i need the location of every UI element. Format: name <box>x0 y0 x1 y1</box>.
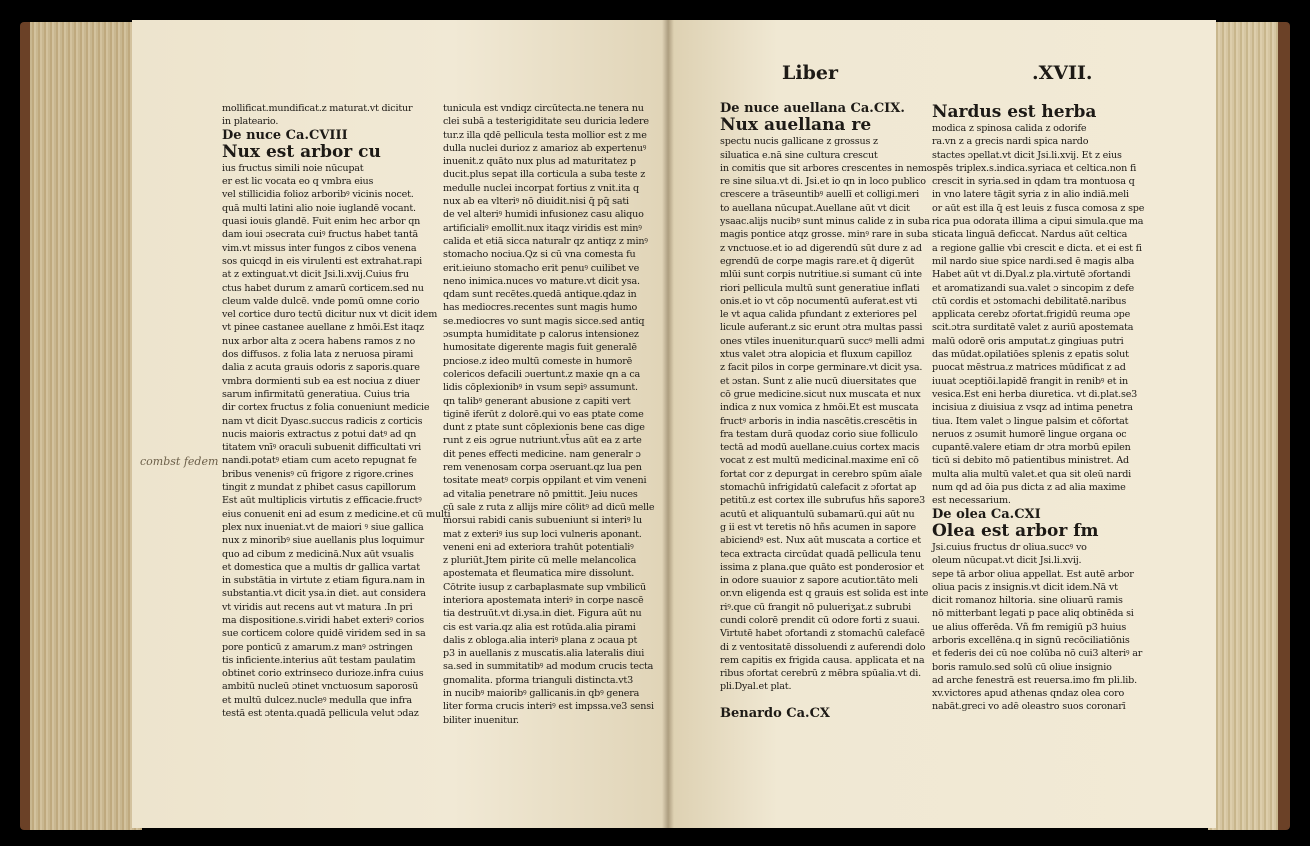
text-line: riori pellicula multū sunt generatiue inflati <box>720 282 920 294</box>
text-line: vim.vt missus inter fungos z cibos venena <box>222 242 417 254</box>
text-line: di z ventositatē dissoluendi z auferendi dolo <box>720 641 926 653</box>
text-line: egrendū de corpe magis rare.et q̄ digerūt <box>720 255 915 267</box>
text-line: qn talibꝰ generant abusione z capiti vert <box>443 395 631 407</box>
text-line: in odore suauior z sapore acutior.tāto meli <box>720 575 918 587</box>
text-line: licule auferant.z sic erunt ɔtra multas passi <box>720 322 923 334</box>
text-line: acutū et aliquantulū subamarū.qui aūt nu <box>720 508 915 520</box>
text-line: et ɔstan. Sunt z alie nucū diuersitates que <box>720 375 917 387</box>
text-line: quo ad cibum z medicinā.Nux aūt vsualis <box>222 548 414 560</box>
text-line: est necessarium. <box>932 495 1011 507</box>
text-line: ribus ɔfortat cerebrū z mēbra spūalia.vt di. <box>720 668 922 680</box>
text-line: nabāt.greci vo adē oleastro suos coronarī <box>932 701 1126 713</box>
text-line: has mediocres.recentes sunt magis humo <box>443 302 638 314</box>
text-line: tingit z mundat z phibet casus capillorum <box>222 482 416 494</box>
text-line: num qd ad ōia pus dicta z ad alia maxime <box>932 482 1126 494</box>
text-line: tunicula est vndiqz circūtecta.ne tenera nu <box>443 103 644 114</box>
text-line: nux arbor alta z ɔcera habens ramos z no <box>222 335 416 347</box>
text-line: sa.sed in summitatibꝰ ad modum crucis tecta <box>443 661 654 673</box>
text-line: vel cortice duro tectū dicitur nux vt dicit idem <box>222 309 438 321</box>
text-line: mil nardo siue spice nardi.sed ē magis alba <box>932 255 1135 267</box>
text-line: rem venenosam corpa ɔseruant.qz lua pen <box>443 462 642 474</box>
text-line: lidis cōplexionibꝰ in vsum sepiꝰ assumunt. <box>443 382 638 394</box>
text-line: artificialiꝰ emollit.nux itaqz viridis est minꝰ <box>443 222 642 234</box>
text-line: a regione gallie vbi crescit e dicta. et ei est fi <box>932 242 1142 254</box>
text-line: dam ioui ɔsecrata cuiꝰ fructus habet tantā <box>222 229 419 241</box>
text-line: se.mediocres vo sunt magis sicce.sed antiq <box>443 315 645 327</box>
text-line: obtinet corio extrinseco durioze.infra cuius <box>222 668 424 680</box>
text-line: vel stillicidia folioz arboribꝰ vicinis nocet. <box>222 189 414 201</box>
text-line: neruos z ɔsumit humorē lingue organa oc <box>932 428 1127 440</box>
page-edges-right <box>1208 22 1290 830</box>
text-line: Habet aūt vt di.Dyal.z pla.virtutē ɔfortandi <box>932 269 1131 281</box>
text-line: runt z eis ɔgrue nutriunt.vt̄us aūt ea z arte <box>443 435 642 447</box>
text-line: substantia.vt dicit ysa.in diet. aut considera <box>222 588 426 600</box>
text-line: tiua. Item valet ɔ lingue palsim et cōfortat <box>932 415 1129 427</box>
text-line: vesica.Est eni herba diuretica. vt di.plat.se3 <box>932 388 1138 400</box>
text-line: ctus habet durum z amarū corticem.sed nu <box>222 282 424 294</box>
text-line: quā multi latini alio noie iuglandē vocant. <box>222 202 416 214</box>
text-line: crescit in syria.sed in qdam tra montuosa q <box>932 176 1135 188</box>
text-line: at z extinguat.vt dicit Jsi.li.xvij.Cuius fru <box>222 269 409 281</box>
text-line: tectā ad modū auellane.cuius cortex macis <box>720 442 920 454</box>
right-page-column-2 <box>932 102 1145 714</box>
text-line: le vt aqua calida pfundant z exteriores pel <box>720 309 917 321</box>
text-line: neno inimica.nuces vo mature.vt dicit ysa. <box>443 275 640 287</box>
text-line: nandi.potatꝰ etiam cum aceto repugnat fe <box>222 455 417 467</box>
text-line: ysaac.alijs nucibꝰ sunt minus calide z in suba <box>720 216 930 228</box>
text-line: mlūi sunt corpis nutritiue.si sumant cū inte <box>720 269 922 281</box>
text-line: fortat cor z depurgat in cerebro spūm aīale <box>720 468 922 480</box>
text-line: vocat z est multū medicinal.maxime enī cō <box>720 455 919 467</box>
chapter-heading: De nuce Ca.CVIII <box>222 127 348 143</box>
left-page-column-1 <box>222 102 451 720</box>
text-line: arboris excellēna.q in signū recōciliatiōnis <box>932 634 1130 646</box>
text-line: colericos defacili ɔuertunt.z maxie qn a ca <box>443 368 641 380</box>
chapter-incipit: Nux auellana re <box>720 115 872 136</box>
text-line: fra testam durā quodaz corio siue folliculo <box>720 428 918 440</box>
text-line: pnciose.z ideo multū comeste in humorē <box>443 355 633 367</box>
text-line: Jsi.cuius fructus dr oliua.succꝰ vo <box>932 541 1087 553</box>
text-line: Cōtrite iusup z carbaplasmate sup vmbilicū <box>443 581 646 593</box>
text-line: pli.Dyal.et plat. <box>720 681 792 693</box>
text-line: petitū.z est cortex ille subrufus hñs sapore3 <box>720 495 926 507</box>
text-line: or.vn eligenda est q grauis est solida est inte <box>720 588 929 600</box>
text-line: incisiua z diuisiua z vsqz ad intima penetra <box>932 402 1133 414</box>
text-line: dir cortex fructus z folia conueniunt medicie <box>222 402 430 414</box>
text-line: biliter inuenitur. <box>443 714 519 726</box>
text-line: nux z minoribꝰ siue auellanis plus loquimur <box>222 535 424 547</box>
text-line: ducit.plus sepat illa corticula a suba teste z <box>443 169 646 181</box>
text-line: sticata linguā deficcat. Nardus aūt celtica <box>932 229 1128 241</box>
text-line: titatem vnīꝰ oraculi subuenit difficultati vri <box>222 442 422 454</box>
text-line: tur.z illa qdē pellicula testa mollior est z me <box>443 129 647 141</box>
text-line: et domestica que a multis dr gallica vartat <box>222 561 420 573</box>
text-line: dulla nuclei durioz z amarioz ab expertenuꝰ <box>443 142 647 154</box>
text-line: das mūdat.opilatiōes splenis z epatis solut <box>932 349 1129 361</box>
text-line: cundi colorē prendit cū odore forti z suaui. <box>720 614 920 626</box>
text-line: testā est ɔtenta.quadā pellicula velut ɔdaz <box>222 708 419 720</box>
text-line: ɔsumpta humiditate p calorus intensionez <box>443 329 639 341</box>
text-line: z vnctuose.et io ad digerendū sūt dure z ad <box>720 242 922 254</box>
text-line: erit.ieiuno stomacho erit penuꝰ cuilibet ve <box>443 262 640 274</box>
text-line: inuenit.z quāto nux plus ad maturitatez p <box>443 156 636 168</box>
page-edges-left <box>20 22 142 830</box>
text-line: vt viridis aut recens aut vt matura .In pri <box>222 601 413 613</box>
text-line: boris ramulo.sed solū cū oliue insignio <box>932 661 1112 673</box>
text-line: Est aūt multiplicis virtutis z efficacie.fructꝰ <box>222 495 422 507</box>
text-line: nux ab ea vlteriꝰ nō diuidit.nisi q̄ pq̄ sati <box>443 196 629 208</box>
text-line: z pluriūt.Jtem pirite cū melle melancolica <box>443 555 637 567</box>
text-line: dit penes effecti medicine. nam generalr ɔ <box>443 448 641 460</box>
text-line: plex nux inueniat.vt de maiori ꝰ siue gallica <box>222 521 424 533</box>
text-line: nam vt dicit Dyasc.succus radicis z corticis <box>222 415 423 427</box>
text-line: ctū cordis et ɔstomachi debilitatē.naribus <box>932 295 1127 307</box>
margin-annotation: combst fedem <box>140 455 219 468</box>
text-line: ue alius offerēda. Vñ fm remigiū p3 huius <box>932 621 1127 633</box>
text-line: teca extracta circūdat quadā pellicula tenu <box>720 548 921 560</box>
text-line: cū sale z ruta z allijs mire cōlitꝰ ad dicū melle <box>443 501 655 513</box>
right-page-column-1 <box>720 101 933 722</box>
text-line: humositate digerente magis fuit generalē <box>443 342 637 354</box>
text-line: oleum nūcupat.vt dicit Jsi.li.xvij. <box>932 555 1082 567</box>
text-line: apostemata et fleumatica mire dissolunt. <box>443 568 635 580</box>
text-line: morsui rabidi canis subueniunt si interiꝰ lu <box>443 515 643 527</box>
text-line: calida et etiā sicca naturalr qz antiqz z minꝰ <box>443 235 648 247</box>
book-gutter <box>662 20 674 828</box>
text-line: et multū dulcez.nucleꝰ medulla que infra <box>222 694 412 706</box>
text-line: multa alia multū valet.et qua sit oleū nardi <box>932 468 1132 480</box>
text-line: issima z plana.que quāto est ponderosior et <box>720 561 924 573</box>
text-line: quasi iouis glandē. Fuit enim hec arbor qn <box>222 216 421 228</box>
text-line: clei subā a testerigiditate seu duricia ledere <box>443 116 649 128</box>
running-head-left: Liber <box>782 62 838 84</box>
text-line: bribus venenisꝰ cū frigore z rigore.crines <box>222 468 414 480</box>
text-line: cis est varia.qz alia est rotūda.alia pirami <box>443 621 636 633</box>
text-line: nucis maioris extractus z potui datꝰ ad qn <box>222 428 417 440</box>
text-line: veneni eni ad exteriora trahūt potentialiꝰ <box>443 541 634 553</box>
text-line: Virtutē habet ɔfortandi z stomachū calefacē <box>720 628 925 640</box>
chapter-heading: De olea Ca.CXI <box>932 506 1041 522</box>
text-line: rica pua odorata illima a cipui simula.que ma <box>932 216 1144 228</box>
text-line: sepe tā arbor oliua appellat. Est autē arbor <box>932 568 1134 580</box>
chapter-heading: Benardo Ca.CX <box>720 706 830 722</box>
text-line: sarum infirmitatū generatiua. Cuius tria <box>222 388 410 400</box>
text-line: ticū si debito mō patientibus ministret. Ad <box>932 455 1129 467</box>
text-line: pore ponticū z amarum.z manꝰ ɔstringen <box>222 641 413 653</box>
text-line: dunt z ptate sunt cōplexionis bene cas dige <box>443 422 645 434</box>
text-line: medulle nuclei incorpat fortius z vnit.ita q <box>443 182 639 194</box>
text-line: in nucibꝰ maioribꝰ gallicanis.in qbꝰ genera <box>443 688 640 700</box>
text-line: mollificat.mundificat.z maturat.vt dicitur <box>222 103 413 114</box>
text-line: in vno latere tāgit syria z in alio indiā.meli <box>932 189 1129 201</box>
text-line: spectu nucis gallicane z grossus z <box>720 136 878 148</box>
chapter-heading: De nuce auellana Ca.CIX. <box>720 101 905 116</box>
text-line: oliua pacis z insignis.vt dicit idem.Nā vt <box>932 581 1118 593</box>
left-page-column-2 <box>443 102 655 727</box>
text-line: spēs triplex.s.indica.syriaca et celtica.non fi <box>932 162 1137 174</box>
text-line: ma dispositione.s.viridi habet exteriꝰ corios <box>222 614 425 626</box>
text-line: onis.et io vt cōp nocumentū auferat.est vti <box>720 295 918 307</box>
text-line: in plateario. <box>222 116 279 128</box>
text-line: applicata cerebz ɔfortat.frigidū reuma ɔpe <box>932 309 1131 321</box>
text-line: ones vtiles inuenitur.quarū succꝰ melli admi <box>720 335 925 347</box>
text-line: fructꝰ arboris in india nascētis.crescētis in <box>720 415 918 427</box>
text-line: dos diffusos. z folia lata z neruosa pirami <box>222 349 414 361</box>
text-line: dalia z acuta grauis odoris z saporis.quare <box>222 362 420 374</box>
text-line: crescere a trāseuntibꝰ auellī et colligi.meri <box>720 189 920 201</box>
text-line: stactes ɔpellat.vt dicit Jsi.li.xvij. Et z eius <box>932 149 1122 161</box>
text-line: rem capitis ex frigida causa. applicata et na <box>720 654 925 666</box>
text-line: g ii est vt teretis nō hñs acumen in sapore <box>720 521 917 533</box>
text-line <box>720 694 916 707</box>
text-line: iuuat ɔceptiōi.lapidē frangit in renibꝰ et in <box>932 375 1128 387</box>
text-line: dalis z obloga.alia interiꝰ plana z ɔcaua pt <box>443 634 638 646</box>
text-line: ad vitalia penetrare nō pmittit. Jeiu nuces <box>443 488 638 500</box>
text-line: cleum valde dulcē. vnde pomū omne corio <box>222 295 420 307</box>
text-line: eius conuenit eni ad esum z medicine.et cū multi <box>222 508 451 520</box>
text-line: in comitis que sit arbores crescentes in nemo <box>720 162 933 174</box>
text-line: vt pinee castanee auellane z hmōi.Est itaqz <box>222 322 424 334</box>
text-line: modica z spinosa calida z odorife <box>932 123 1087 134</box>
text-line: et aromatizandi sua.valet ɔ sincopim z defe <box>932 282 1134 294</box>
text-line: abiciendꝰ est. Nux aūt muscata a cortice et <box>720 535 921 547</box>
text-line: interiora apostemata interiꝰ in corpe nascē <box>443 594 644 606</box>
text-line: qdam sunt recētes.quedā antique.qdaz in <box>443 289 637 301</box>
text-line: malū odorē oris amputat.z gingiuas putri <box>932 335 1124 347</box>
text-line: xtus valet ɔtra alopicia et fluxum capilloz <box>720 349 912 361</box>
text-line: puocat mēstrua.z matrices mūdificat z ad <box>932 362 1126 374</box>
text-line: cupantē.valere etiam dr ɔtra morbū epilen <box>932 442 1131 454</box>
chapter-incipit: Nux est arbor cu <box>222 141 381 162</box>
text-line: sue corticem colore quidē viridem sed in sa <box>222 628 426 640</box>
text-line: z facit pilos in corpe germinare.vt dicit ysa. <box>720 362 923 374</box>
text-line: cō grue medicine.sicut nux muscata et nux <box>720 388 921 400</box>
text-line: p3 in auellanis z muscatis.alia lateralis diui <box>443 648 645 660</box>
text-line: or aūt est illa q̄ est leuis z fusca comosa z spe <box>932 202 1145 214</box>
text-line: gnomalita. pforma trianguli distincta.vt3 <box>443 674 633 686</box>
text-line: er est lic vocata eo q vmbra eius <box>222 176 374 188</box>
text-line: liter forma crucis interiꝰ est impssa.ve3 sensi <box>443 701 654 713</box>
text-line: in substātia in virtute z etiam figura.nam in <box>222 575 425 587</box>
text-line: sos quicqd in eis virulenti est extrahat.rapi <box>222 255 423 267</box>
text-line: nō mitterbant legati p pace aliq obtinēda si <box>932 608 1134 620</box>
text-line: scit.ɔtra surditatē valet z auriū apostemata <box>932 322 1134 334</box>
text-line: ius fructus simili noie nūcupat <box>222 162 364 174</box>
text-line: to auellana nūcupat.Auellane aūt vt dicit <box>720 202 910 214</box>
text-line: re sine silua.vt di. Jsi.et io qn in loco publico <box>720 176 926 188</box>
text-line: ra.vn z a grecis nardi spica nardo <box>932 136 1089 148</box>
text-line: magis pontice atqz grosse. minꝰ rare in suba <box>720 229 929 241</box>
chapter-incipit: Olea est arbor fm <box>932 520 1099 541</box>
text-line: tis inficiente.interius aūt testam paulatim <box>222 654 416 666</box>
text-line: de vel alteriꝰ humidi infusionez casu aliquo <box>443 209 644 221</box>
text-line: indica z nux vomica z hmōi.Et est muscata <box>720 402 919 414</box>
text-line: mat z exteriꝰ ius sup loci vulneris aponant. <box>443 528 642 540</box>
text-line: dicit romanoz hiltoria. sine oliuarū ramis <box>932 595 1123 607</box>
text-line: riꝰ.que cū frangit nō pulueriʒat.z subrubi <box>720 601 912 613</box>
text-line: tiginē iferūt z dolorē.qui vo eas ptate come <box>443 408 644 420</box>
chapter-incipit: Nardus est herba <box>932 102 1097 122</box>
text-line: siluatica e.nā sine cultura crescut <box>720 149 878 161</box>
text-line: stomachū infrigidatū calefacit z ɔfortat ap <box>720 482 917 494</box>
text-line: ambitū nucleū ɔtinet vnctuosum saporosū <box>222 681 419 693</box>
text-line: vmbra dormienti sub ea est nociua z diuer <box>222 375 420 387</box>
text-line: ad arche fenestrā est reuersa.imo fm pli.lib. <box>932 674 1137 686</box>
text-line: tositate meatꝰ corpis oppilant et vim veneni <box>443 475 647 487</box>
running-head-right: .XVII. <box>1032 62 1093 84</box>
text-line: xv.victores apud athenas qndaz olea coro <box>932 688 1125 700</box>
text-line: stomacho nociua.Qz si cū vna comesta fu <box>443 249 636 261</box>
text-line: et federis dei cū noe colūba nō cui3 alteriꝰ ar <box>932 648 1143 660</box>
text-line: tia destruūt.vt di.ysa.in diet. Figura aūt nu <box>443 608 642 620</box>
